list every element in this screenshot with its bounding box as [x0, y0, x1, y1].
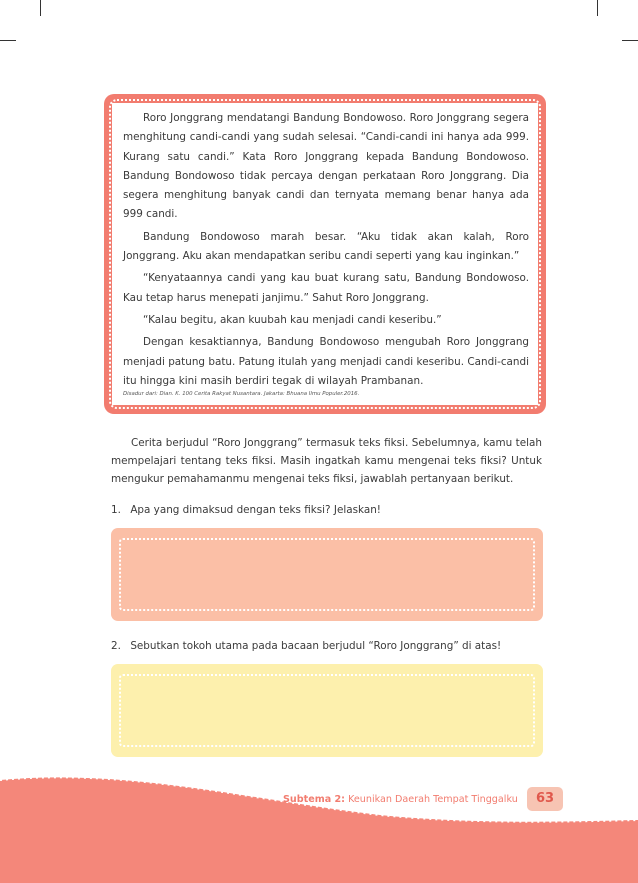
- intro-text: Cerita berjudul “Roro Jonggrang” termasuk teks fiksi. Sebelumnya, kamu telah mempelajari tentang teks fiksi. Masih ingatkah kamu mengenai teks fiksi? Untuk mengukur pemahamanmu mengenai teks fiksi, jawablah pertanyaan berikut.: [111, 437, 542, 485]
- answer-box-2[interactable]: [111, 664, 543, 757]
- crop-mark: [622, 40, 638, 41]
- question-number: 1.: [111, 504, 121, 516]
- story-paragraph: Dengan kesaktiannya, Bandung Bondowoso mengubah Roro Jonggrang menjadi patung batu. Patung itulah yang menjadi candi keseribu. Candi-candi itu hingga kini masih berdiri tegak di wilayah Prambanan.: [123, 336, 529, 387]
- answer-box-border: [119, 674, 535, 747]
- answer-box-1[interactable]: [111, 528, 543, 621]
- question-text: Apa yang dimaksud dengan teks fiksi? Jelaskan!: [130, 504, 381, 516]
- crop-mark: [40, 0, 41, 16]
- footer-wave: [0, 760, 638, 883]
- crop-mark: [597, 0, 598, 16]
- crop-mark: [0, 40, 16, 41]
- intro-paragraph: [111, 434, 542, 488]
- story-paragraph: Bandung Bondowoso marah besar. “Aku tidak akan kalah, Roro Jonggrang. Aku akan mendapatkan seribu candi seperti yang kau inginkan.”: [123, 230, 529, 263]
- question-1: [111, 504, 381, 516]
- page-number: 63: [527, 787, 563, 811]
- footer-subtema: [283, 794, 518, 805]
- story-paragraph: Roro Jonggrang mendatangi Bandung Bondowoso. Roro Jonggrang segera menghitung candi-candi yang sudah selesai. “Candi-candi ini hanya ada 999. Kurang satu candi.” Kata Roro Jonggrang kepada Bandung Bondowoso. Bandung Bondowoso tidak percaya dengan perkataan Roro Jonggrang. Dia segera menghitung banyak candi dan ternyata memang benar hanya ada 999 candi.: [123, 112, 529, 221]
- story-text: [123, 109, 529, 394]
- answer-box-border: [119, 538, 535, 611]
- footer-subtema-title: Keunikan Daerah Tempat Tinggalku: [348, 794, 518, 805]
- question-2: [111, 640, 501, 652]
- story-paragraph: “Kenyataannya candi yang kau buat kurang satu, Bandung Bondowoso. Kau tetap harus menepati janjimu.” Sahut Roro Jonggrang.: [123, 272, 529, 304]
- story-source: Disadur dari: Dian. K. 100 Cerita Rakyat Nusantara. Jakarta: Bhuana Ilmu Populer.2016.: [123, 391, 360, 397]
- story-paragraph: “Kalau begitu, akan kuubah kau menjadi candi keseribu.”: [143, 313, 442, 326]
- question-number: 2.: [111, 640, 121, 652]
- footer-subtema-label: Subtema 2:: [283, 794, 346, 805]
- question-text: Sebutkan tokoh utama pada bacaan berjudul “Roro Jonggrang” di atas!: [130, 640, 502, 652]
